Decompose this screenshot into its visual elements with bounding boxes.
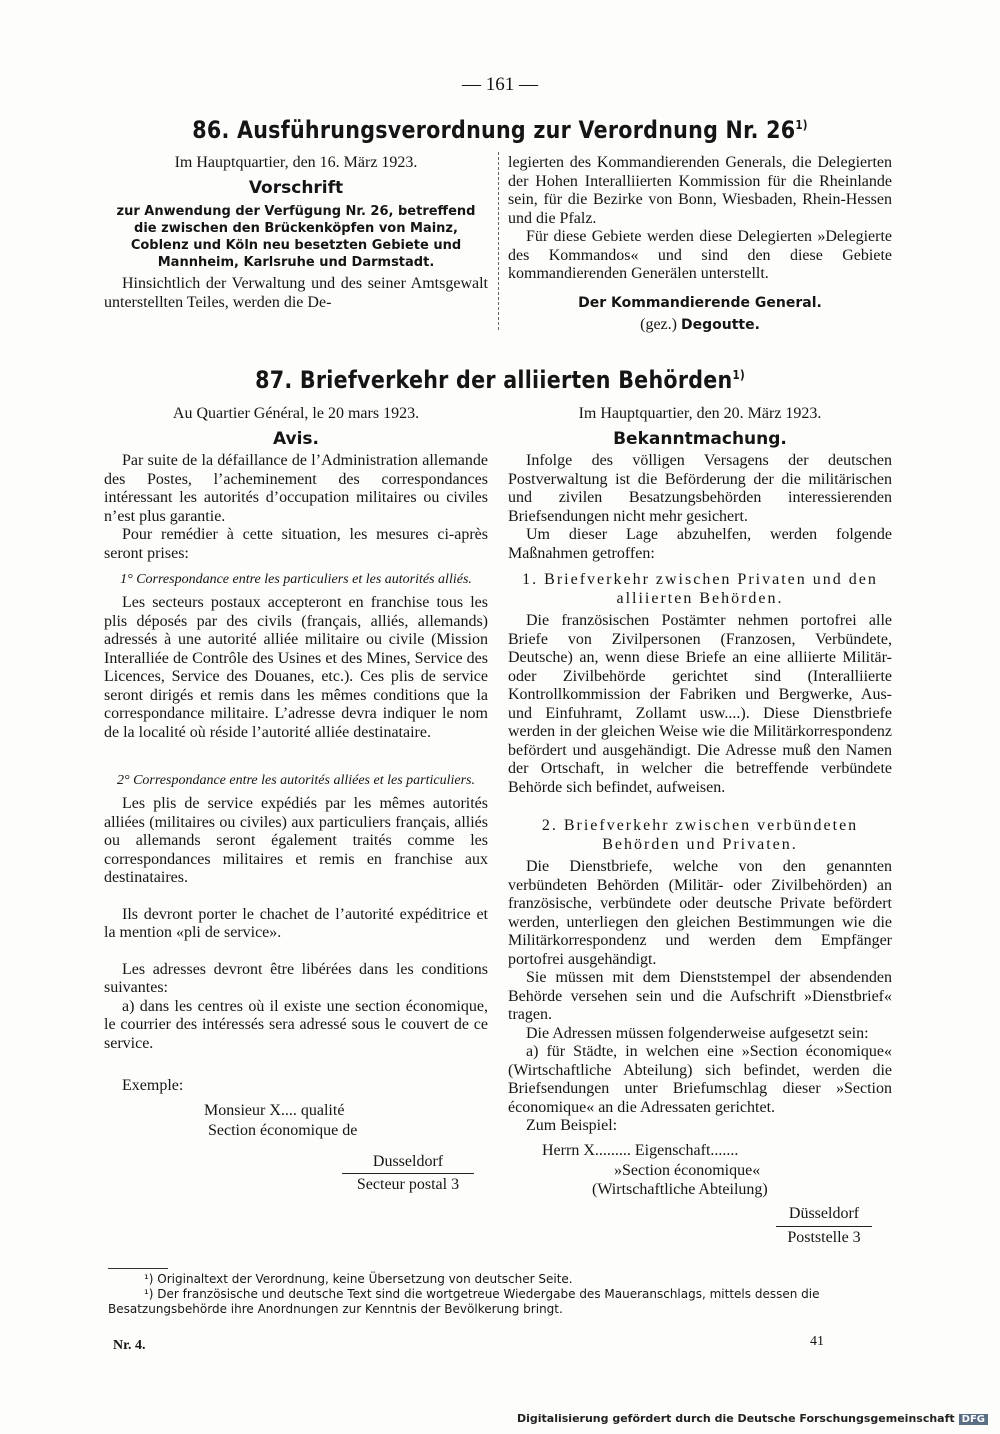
fr-example-city: Dusseldorf — [372, 1152, 444, 1170]
section-87-footnote-mark: 1) — [732, 368, 745, 382]
footnote-rule — [108, 1268, 168, 1269]
footnote-2: ¹) Der französische und deutsche Text sind die wortgetreue Wiedergabe des Maueranschlags, mittels dessen die Besatzungsbehörde ihre Anordnungen zur Kenntnis der Bevölkerung bringt. — [108, 1287, 820, 1316]
section-86-place-date: Im Hauptquartier, den 16. März 1923. — [174, 154, 418, 171]
fr-example-line-1: Monsieur X.... qualité — [204, 1101, 345, 1119]
french-column — [104, 405, 488, 1195]
de-example-label: Zum Beispiel: — [526, 1117, 618, 1134]
dfg-credit-text: Digitalisierung gefördert durch die Deutsche Forschungsgemeinschaft — [516, 1412, 955, 1425]
issue-number: Nr. 4. — [113, 1338, 146, 1353]
de-paragraph-4: Die Dienstbriefe, welche von den genannten verbündeten Behörden (Militär- oder Zivilbehörden) an französische, verbündete oder deutsche Private befördert werden, unterliegen den gleichen Bestimmungen wie die Militärkorrespondenz und werden dem Empfänger portofrei ausgehändigt. — [508, 858, 892, 968]
fr-subheading-2: 2° Correspondance entre les autorités alliées et les particuliers. — [116, 773, 475, 788]
section-86-left-column — [104, 154, 488, 312]
signature-line — [508, 316, 892, 335]
fr-example-label: Exemple: — [122, 1077, 184, 1094]
section-86-footnote-mark: 1) — [795, 118, 808, 132]
footnote-1: ¹) Originaltext der Verordnung, keine Übersetzung von deutscher Seite. — [144, 1272, 573, 1286]
dfg-logo: DFG — [959, 1414, 988, 1425]
german-column — [508, 405, 892, 1247]
de-example-rule — [776, 1226, 872, 1227]
section-86-right-column — [508, 154, 892, 335]
fr-paragraph-2: Pour remédier à cette situation, les mesures ci-après seront prises: — [104, 526, 488, 562]
fr-paragraph-7: a) dans les centres où il existe une section économique, le courrier des intéressés sera adressé sous le couvert de ce service. — [104, 997, 488, 1052]
section-87-title-text: 87. Briefverkehr der alliierten Behörden — [255, 366, 733, 394]
dfg-credit-line — [517, 1412, 988, 1425]
de-heading: Bekanntmachung. — [613, 428, 787, 449]
fr-paragraph-4: Les plis de service expédiés par les mêmes autorités alliées (militaires ou civiles) aux particuliers français, alliés ou allemands seront également traités comme les correspondances militaires et remis en franchise aux destinataires. — [104, 795, 488, 886]
de-paragraph-3: Die französischen Postämter nehmen portofrei alle Briefe von Zivilpersonen (Franzosen, Verbündete, Deutsche) an, wenn diese Briefe an eine alliierte Militär- oder Zivilbehörde gerichtet sind (Interalliierte Kontrollkommission der Fabriken und Bergwerke, Aus- und Einfuhramt, Zollamt usw....). Diese Dienstbriefe werden in der gleichen Weise wie die Militärkorrespondenz befördert und ausgehändigt. Die Adresse muß den Namen der Ortschaft, in welcher die betreffende verbündete Behörde sich befindet, aufweisen. — [508, 612, 892, 796]
de-place-date: Im Hauptquartier, den 20. März 1923. — [578, 405, 822, 422]
de-example-city: Düsseldorf — [788, 1205, 860, 1222]
de-paragraph-1: Infolge des völligen Versagens der deutschen Postverwaltung ist die Beförderung der die militärischen und zivilen Besatzungsbehörden interessierenden Briefsendungen nicht mehr gesichert. — [508, 452, 892, 525]
section-86-subheading: zur Anwendung der Verfügung Nr. 26, betreffend die zwischen den Brückenköpfen von Mainz, Coblenz und Köln neu besetzten Gebiete und Mannheim, Karlsruhe und Darmstadt. — [116, 204, 476, 270]
sheet-number: 41 — [810, 1334, 824, 1349]
de-example-line-2: »Section économique« — [614, 1162, 761, 1179]
signature-gez: (gez.) — [640, 316, 677, 333]
fr-paragraph-3: Les secteurs postaux accepteront en franchise tous les plis déposés par des civils (français, alliés, allemands) adressés à une autorité alliée militaire ou civile (Mission Interalliée de Contrôle des Usines et des Mines, Service des Licences, Service des Douanes, etc.). Ces plis de service seront dirigés et remis dans les mêmes conditions que la correspondance militaire. L’adresse devra indiquer le nom de la localité où réside l’autorité alliée destinataire. — [104, 594, 488, 741]
fr-paragraph-6: Les adresses devront être libérées dans les conditions suivantes: — [104, 960, 488, 996]
de-example-line-3: (Wirtschaftliche Abteilung) — [592, 1180, 768, 1198]
fr-place-date: Au Quartier Général, le 20 mars 1923. — [172, 405, 420, 422]
fr-example-line-2: Section économique de — [208, 1122, 358, 1139]
de-subheading-2: 2. Briefverkehr zwischen verbündeten Behörden und Privaten. — [541, 817, 859, 853]
section-87-title — [70, 366, 930, 394]
column-divider — [498, 152, 499, 330]
page-number: — 161 — — [462, 74, 538, 95]
de-example-line-1: Herrn X......... Eigenschaft....... — [542, 1141, 739, 1159]
signature-name: Degoutte. — [680, 317, 760, 333]
fr-example-rule — [342, 1173, 474, 1174]
fr-example-postal: Secteur postal 3 — [356, 1176, 460, 1193]
fr-paragraph-1: Par suite de la défaillance de l’Administration allemande des Postes, l’acheminement des correspondances intéressant les autorités d’occupation militaires ou civiles n’est plus garantie. — [104, 452, 488, 525]
de-example-postal: Poststelle 3 — [787, 1228, 861, 1246]
section-86-title-text: 86. Ausführungsverordnung zur Verordnung Nr. 26 — [192, 116, 796, 144]
fr-heading: Avis. — [272, 428, 320, 449]
fr-paragraph-5: Ils devront porter le chachet de l’autorité expéditrice et la mention «pli de service». — [104, 905, 488, 941]
section-86-left-text: Hinsichtlich der Verwaltung und des seiner Amtsgewalt unterstellten Teiles, werden die De- — [104, 275, 488, 311]
section-86-right-text-2: Für diese Gebiete werden diese Delegierten »Delegierte des Kommandos« und sind den diese Gebiete kommandierenden Generälen unterstellt. — [508, 228, 892, 282]
section-86-right-text-1: legierten des Kommandierenden Generals, die Delegierten der Hohen Interalliierten Kommission für die Rheinlande sein, für die Bezirke von Bonn, Wiesbaden, Rhein-Hessen und die Pfalz. — [508, 154, 892, 227]
footnotes — [108, 1272, 898, 1317]
section-86-heading: Vorschrift — [248, 177, 344, 198]
de-paragraph-2: Um dieser Lage abzuhelfen, werden folgende Maßnahmen getroffen: — [508, 526, 892, 562]
fr-subheading-1: 1° Correspondance entre les particuliers et les autorités alliés. — [120, 572, 472, 587]
signature-title: Der Kommandierende General. — [578, 294, 822, 311]
section-86-title — [70, 116, 930, 144]
de-paragraph-6: Die Adressen müssen folgenderweise aufgesetzt sein: — [526, 1024, 869, 1042]
de-subheading-1: 1. Briefverkehr zwischen Privaten und den alliierten Behörden. — [522, 571, 878, 607]
de-paragraph-7: a) für Städte, in welchen eine »Section économique« (Wirtschaftliche Abteilung) sich befindet, werden die Briefsendungen unter Briefumschlag dieser »Section économique« an die Adressaten gerichtet. — [508, 1043, 892, 1116]
de-paragraph-5: Sie müssen mit dem Dienststempel der absendenden Behörde versehen sein und die Aufschrift »Dienstbrief« tragen. — [508, 969, 892, 1023]
